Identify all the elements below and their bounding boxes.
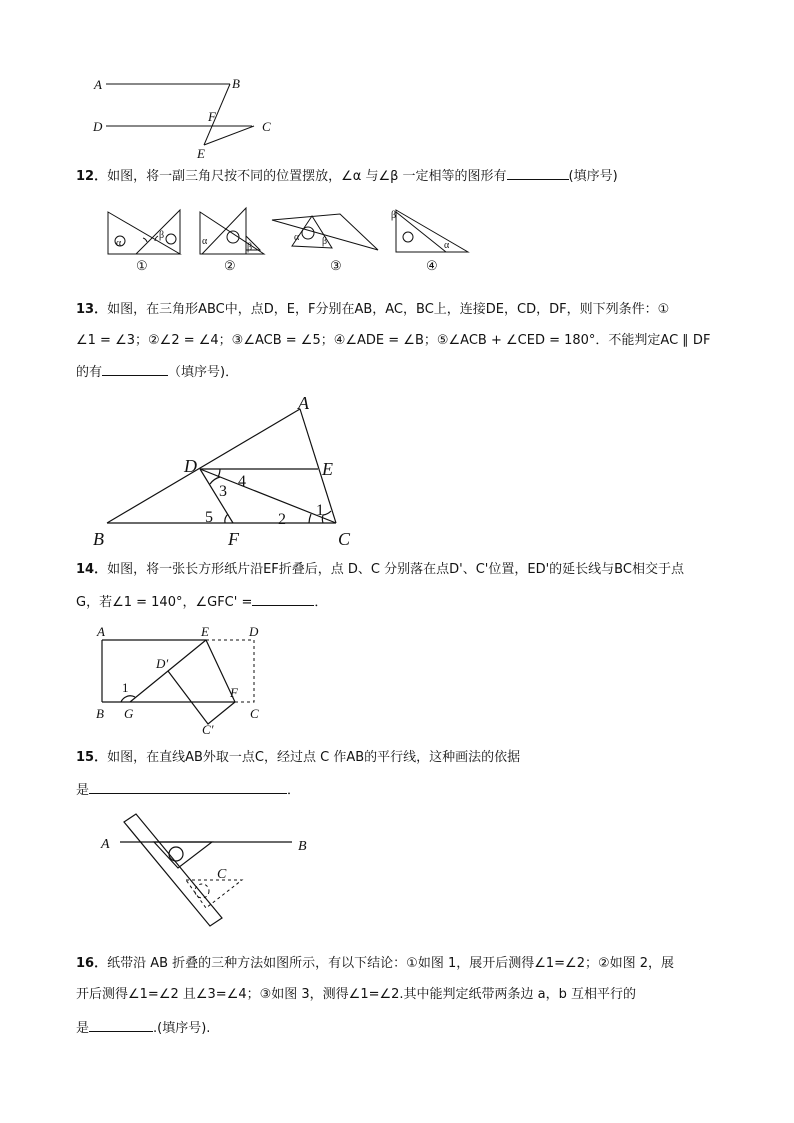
label-d: D [249,624,259,639]
q12-f2-beta: β [247,242,253,253]
q15-line-1 [76,749,520,767]
angle-3-label: 3 [219,483,227,500]
angle-5-label: 5 [205,509,213,526]
q15-answer-blank[interactable] [89,780,287,794]
q14-line-1 [76,561,684,579]
q13-text-2: ∠1 = ∠3；②∠2 = ∠4；③∠ACB = ∠5；④∠ADE = ∠B；⑤∠ACB + ∠CED = 180°．不能判定AC ∥ DF [76,333,711,348]
q14-number: 14． [76,562,108,577]
q13-line-2 [76,332,710,350]
label-c: C [338,529,351,549]
label-c: C [262,119,271,134]
figure-parallel-lines-zigzag [88,70,288,162]
q16-line-3 [76,1018,210,1038]
q16-answer-blank[interactable] [89,1018,153,1032]
q14-folded-rectangle-figure [88,622,278,740]
q12-figure-2 [200,208,264,254]
q13-line-3 [76,362,238,382]
q12-f3-beta: β [322,236,328,247]
q12-number: 12． [76,169,108,184]
ruler [124,814,222,926]
q12-f4-beta: β [391,210,397,221]
q12-figure-1-label: ① [136,258,148,273]
angle-2-label: 2 [278,511,286,528]
folded-flap [168,671,235,724]
angle-1-label: 1 [122,680,129,695]
label-a: A [298,393,309,413]
q13-text-3-after: （填序号)． [168,365,239,380]
q15-text-1: 如图，在直线AB外取一点C，经过点 C 作AB的平行线，这种画法的依据 [107,750,521,765]
label-c: C [250,706,259,721]
label-e: E [322,459,333,479]
q16-line-1 [76,955,674,973]
label-d: D [93,119,103,134]
q13-text-3: 的有 [76,365,103,380]
q12-text-after: (填序号) [568,169,618,184]
q12-figures [100,202,480,274]
q16-text-1: 纸带沿 AB 折叠的三种方法如图所示，有以下结论：①如图 1，展开后测得∠1=∠2；②如图 2，展 [107,956,675,971]
q12-figure-3-label: ③ [330,258,342,273]
q14-text-2-after: ． [314,595,328,610]
label-b: B [93,529,104,549]
q12-f4-alpha: α [444,240,450,251]
set-square-top-hole [169,847,183,861]
label-c: C [217,867,227,882]
q12-text: 如图，将一副三角尺按不同的位置摆放，∠α 与∠β 一定相等的图形有 [107,169,507,184]
label-a: A [97,624,105,639]
q15-line-2 [76,780,300,800]
q13-answer-blank[interactable] [102,362,168,376]
segment-ec [204,126,254,145]
q14-text-2: G，若∠1 = 140°，∠GFC' = [76,595,253,610]
q13-text-1: 如图，在三角形ABC中，点D，E，F分别在AB，AC，BC上，连接DE，CD，DF，则下列条件：① [107,302,670,317]
q12-f3-alpha: α [294,232,300,243]
q14-answer-blank[interactable] [252,592,314,606]
label-e: E [201,624,209,639]
q14-line-2 [76,592,327,612]
q16-text-2: 开后测得∠1=∠2 且∠3=∠4；③如图 3，测得∠1=∠2.其中能判定纸带两条边 a，b 互相平行的 [76,987,637,1002]
q12-figure-2-label: ② [224,258,236,273]
q12-figure-4 [396,210,468,252]
label-b: B [96,706,104,721]
q16-text-3-after: .(填序号). [153,1021,211,1036]
label-d: D [184,456,197,476]
q13-number: 13． [76,302,108,317]
label-f: F [208,109,216,124]
label-a: A [101,837,110,852]
q12-f1-alpha: α [116,238,122,249]
q15-text-2-after: ． [287,783,301,798]
angle-2-arc [309,514,311,523]
label-a: A [94,77,102,92]
angle-1-label: 1 [316,502,324,519]
label-f: F [228,529,239,549]
q12-f1-beta: β [159,230,165,241]
angle-4-arc [218,469,220,477]
label-c-prime: C′ [202,722,214,737]
label-e: E [197,146,205,161]
q13-triangle-figure [88,390,368,550]
q12-line [76,166,618,186]
q12-f2-alpha: α [202,236,208,247]
q16-number: 16． [76,956,108,971]
label-b: B [298,839,307,854]
q13-line-1 [76,301,669,319]
angle-5-arc [225,514,228,523]
label-f: F [230,685,238,700]
side-ba [107,409,300,523]
q15-ruler-set-square-figure [96,812,326,934]
q16-line-2 [76,986,636,1004]
q15-number: 15． [76,750,108,765]
angle-4-label: 4 [238,473,246,490]
q15-text-2: 是 [76,783,90,798]
label-g: G [124,706,134,721]
q16-text-3: 是 [76,1021,90,1036]
q12-figure-4-label: ④ [426,258,438,273]
q12-answer-blank[interactable] [507,166,569,180]
q14-text-1: 如图，将一张长方形纸片沿EF折叠后，点 D、C 分别落在点D'、C'位置，ED'的延长线与BC相交于点 [107,562,684,577]
label-d-prime: D′ [156,656,169,671]
label-b: B [232,76,240,91]
